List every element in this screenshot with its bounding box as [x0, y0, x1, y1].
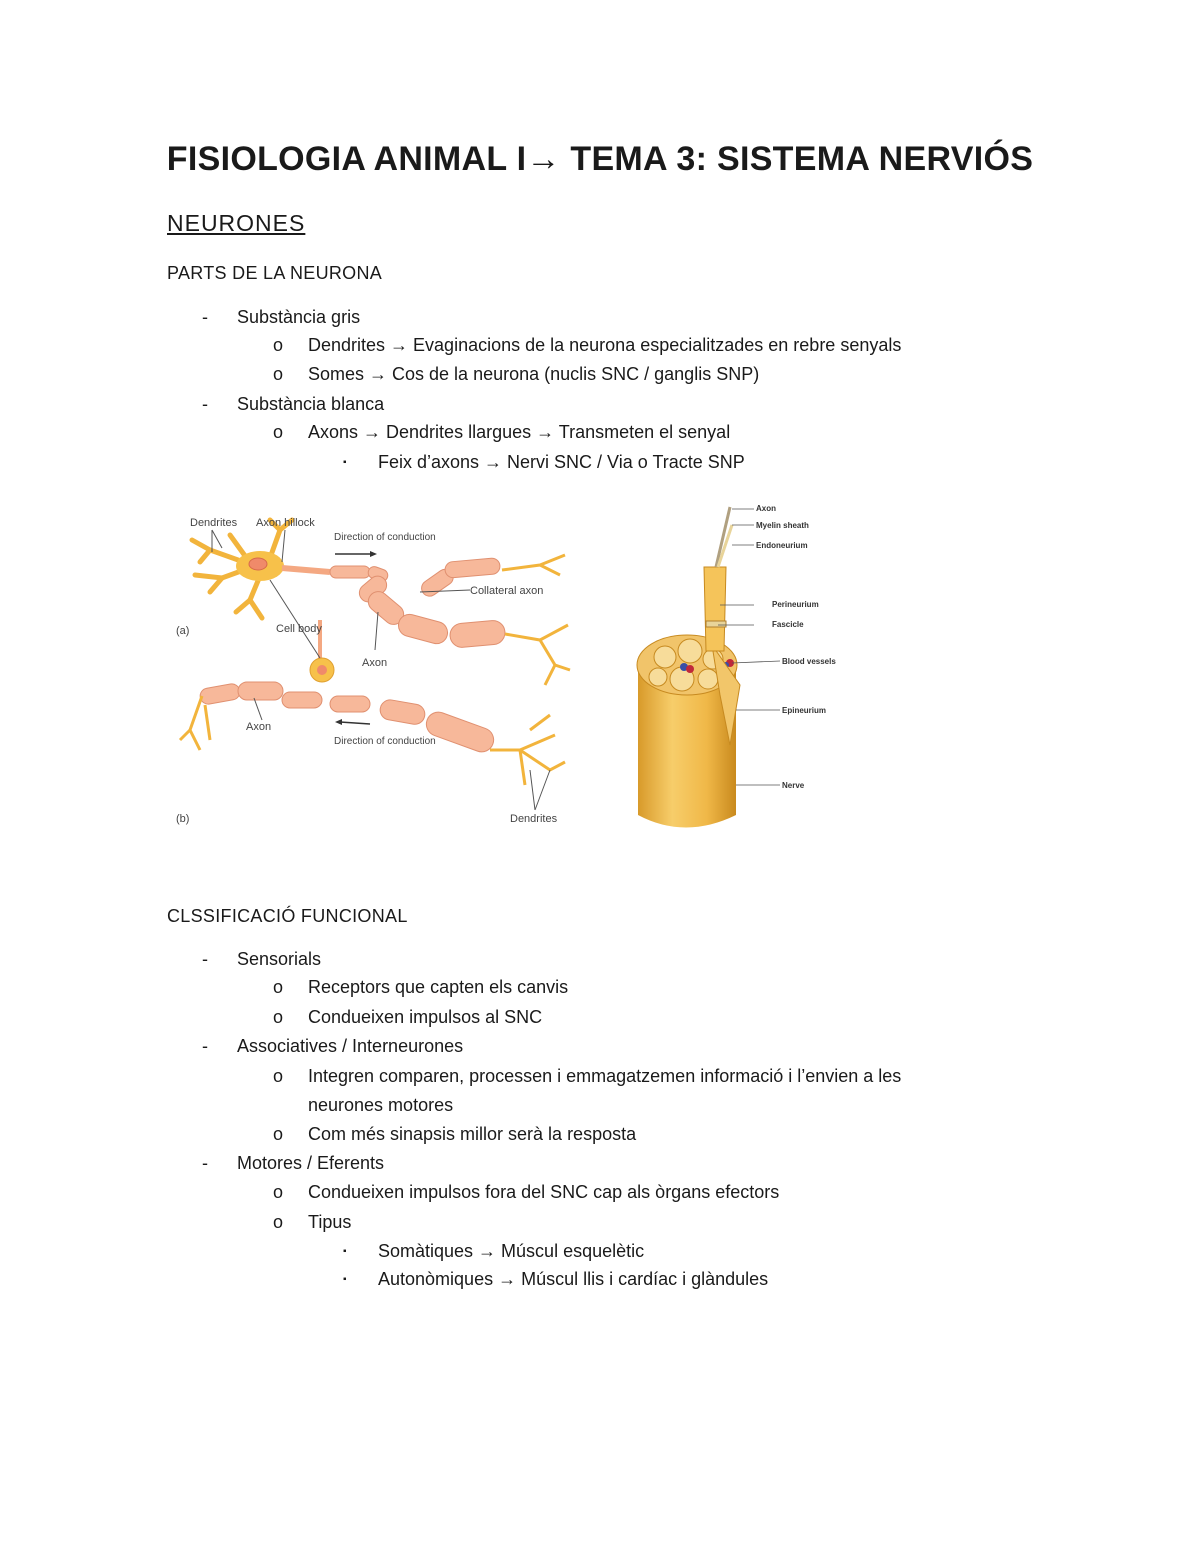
label-axon-top: Axon [362, 657, 388, 669]
list-marker: o [273, 364, 284, 384]
list-marker: o [273, 1007, 284, 1027]
label-dendrites-top: Dendrites [190, 517, 238, 529]
list-marker: ▪ [343, 457, 347, 468]
list-item: Somes → Cos de la neurona (nuclis SNC / ganglis SNP) [308, 364, 760, 384]
nerve-figure-labels [756, 504, 836, 790]
label-myelin-sheath: Myelin sheath [756, 521, 809, 530]
label-a: (a) [176, 625, 190, 637]
list-marker: o [273, 1124, 284, 1144]
label-epineurium: Epineurium [782, 706, 827, 715]
subheading-classification: CLSSIFICACIÓ FUNCIONAL [167, 906, 408, 926]
label-perineurium: Perineurium [772, 600, 819, 609]
list-marker: ▪ [343, 1246, 347, 1257]
list-item: Receptors que capten els canvis [308, 977, 569, 997]
label-collateral-axon: Collateral axon [470, 585, 544, 597]
neuron-figure-labels [176, 517, 558, 825]
nerve-drawing [637, 507, 740, 828]
neuron-figure [170, 500, 580, 840]
label-cell-body: Cell body [276, 623, 322, 635]
list-item: Feix d’axons → Nervi SNC / Via o Tracte SNP [378, 452, 745, 472]
list-marker: - [202, 307, 208, 327]
label-axon-hillock: Axon hillock [256, 517, 315, 529]
list-item: Integren comparen, processen i emmagatzemen informació i l’envien a les [308, 1066, 902, 1086]
list-item: Substància blanca [237, 394, 385, 414]
list-marker: - [202, 1036, 208, 1056]
label-direction-top: Direction of conduction [334, 532, 436, 543]
label-blood-vessels: Blood vessels [782, 657, 836, 666]
list-item: Substància gris [237, 307, 361, 327]
list-item: Autonòmiques → Múscul llis i cardíac i glàndules [378, 1269, 769, 1289]
subheading-parts: PARTS DE LA NEURONA [167, 263, 383, 283]
list-item: Associatives / Interneurones [237, 1036, 464, 1056]
label-nerve: Nerve [782, 781, 805, 790]
label-endoneurium: Endoneurium [756, 541, 808, 550]
list-item-continuation: neurones motores [308, 1095, 454, 1115]
label-b: (b) [176, 813, 190, 825]
label-fascicle: Fascicle [772, 620, 804, 629]
section-heading-neurones: NEURONES [167, 210, 306, 236]
list-marker: - [202, 1153, 208, 1173]
list-item: Condueixen impulsos fora del SNC cap als òrgans efectors [308, 1182, 780, 1202]
label-axon: Axon [756, 504, 776, 513]
list-marker: o [273, 1182, 284, 1202]
list-marker: o [273, 1212, 284, 1232]
list-item: Axons → Dendrites llargues → Transmeten el senyal [308, 422, 731, 442]
list-marker: ▪ [343, 1274, 347, 1285]
list-item: Dendrites → Evaginacions de la neurona especialitzades en rebre senyals [308, 335, 902, 355]
label-direction-bottom: Direction of conduction [334, 736, 436, 747]
list-marker: o [273, 977, 284, 997]
label-axon-bottom: Axon [246, 721, 272, 733]
list-marker: o [273, 335, 284, 355]
list-marker: o [273, 1066, 284, 1086]
list-item: Com més sinapsis millor serà la resposta [308, 1124, 637, 1144]
list-item: Condueixen impulsos al SNC [308, 1007, 543, 1027]
list-item: Tipus [308, 1212, 352, 1232]
list-marker: o [273, 422, 284, 442]
label-dendrites-bottom: Dendrites [510, 813, 558, 825]
list-item: Sensorials [237, 949, 322, 969]
list-marker: - [202, 949, 208, 969]
nerve-figure [620, 495, 860, 840]
document-title: FISIOLOGIA ANIMAL I→ TEMA 3: SISTEMA NERVIÓS [166, 140, 1034, 178]
list-item: Somàtiques → Múscul esquelètic [378, 1241, 645, 1261]
list-marker: - [202, 394, 208, 414]
list-item: Motores / Eferents [237, 1153, 385, 1173]
